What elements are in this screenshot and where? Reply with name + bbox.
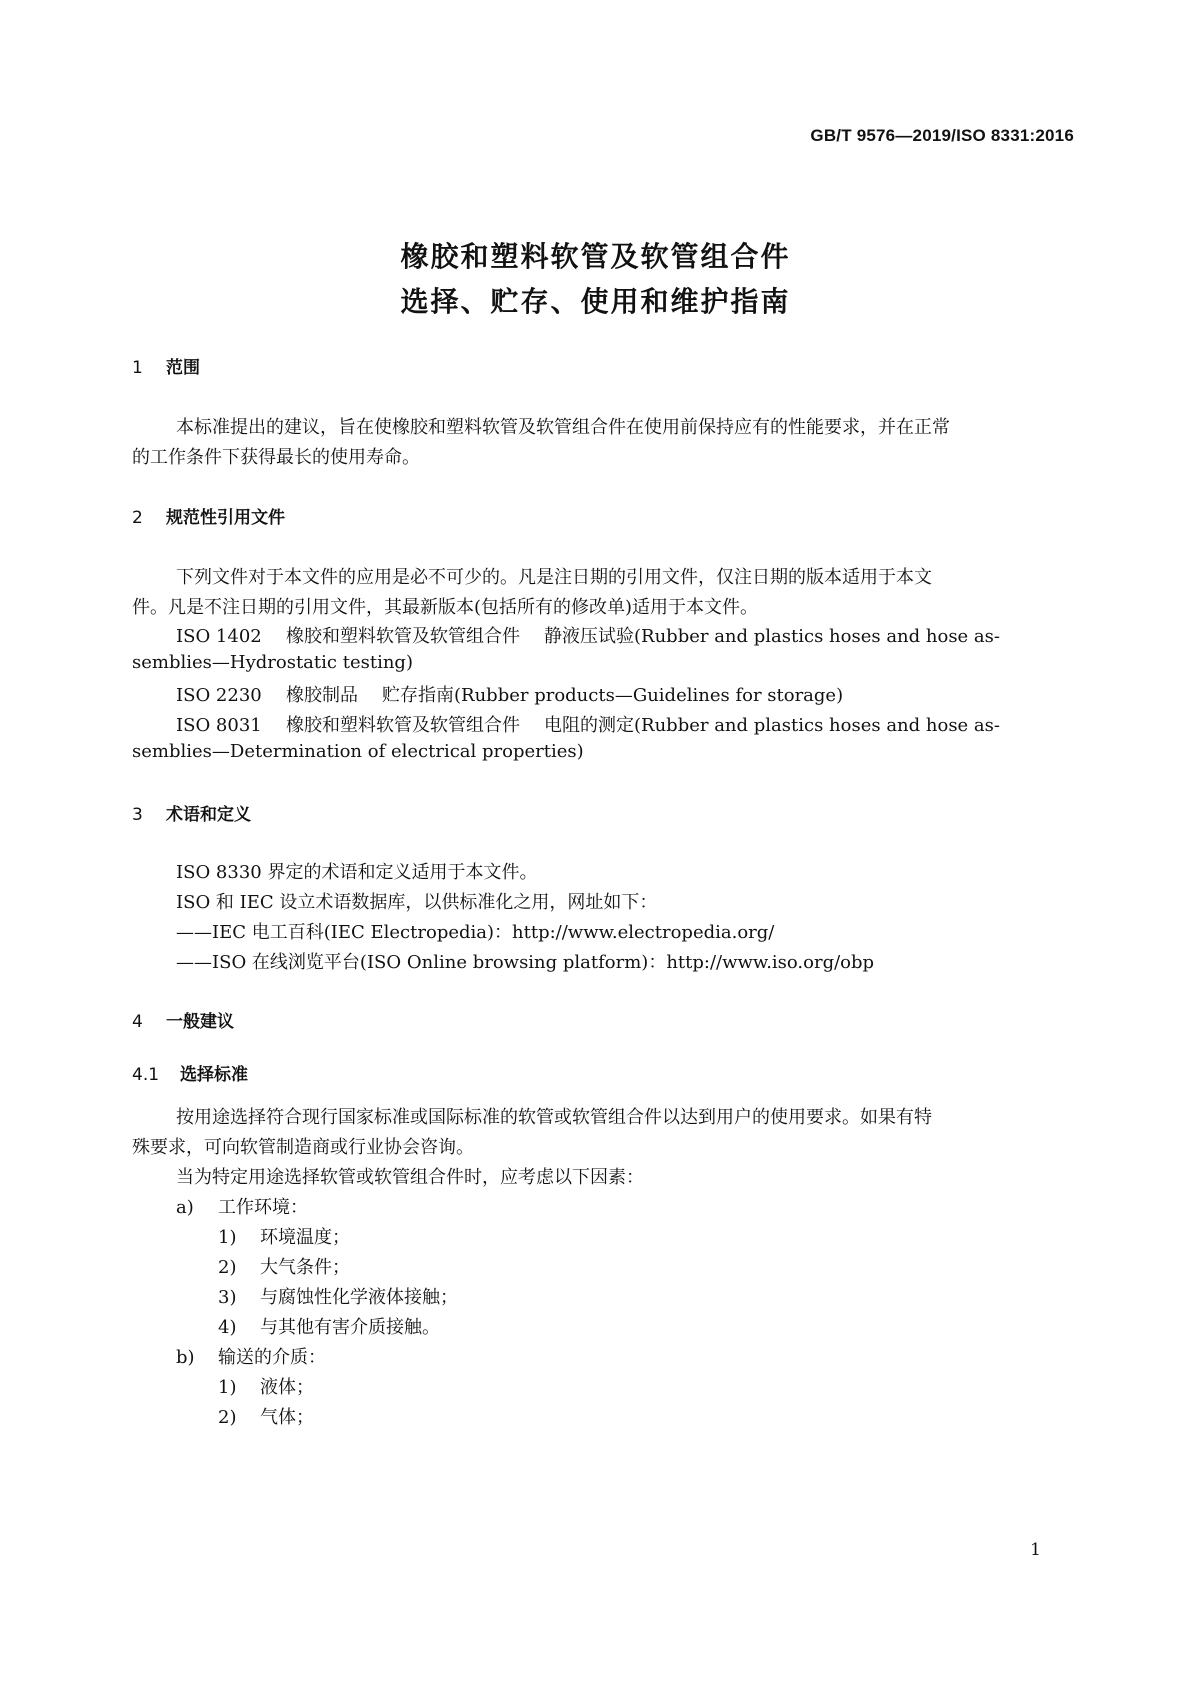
terms-line1: ISO 8330 界定的术语和定义适用于本文件。 <box>176 862 538 883</box>
section-heading-scope <box>132 353 200 378</box>
section-number: 2 <box>132 508 143 528</box>
sub-list-item <box>218 1283 458 1309</box>
page-number: 1 <box>1030 1540 1041 1560</box>
list-label: 气体； <box>260 1407 314 1428</box>
list-label: 输送的介质： <box>218 1347 326 1368</box>
list-marker: a) <box>176 1197 194 1218</box>
reference-title: 橡胶和塑料软管及软管组合件 <box>286 626 520 647</box>
list-item <box>176 1343 326 1369</box>
list-marker: 1) <box>218 1377 237 1398</box>
terms-line2: ISO 和 IEC 设立术语数据库，以供标准化之用，网址如下： <box>176 892 658 913</box>
sub-list-item <box>218 1403 314 1429</box>
sub-list-item <box>218 1373 314 1399</box>
reference-continuation: semblies—Hydrostatic testing) <box>132 652 413 673</box>
sub-list-item <box>218 1253 350 1279</box>
document-title-line2: 选择、贮存、使用和维护指南 <box>400 285 791 318</box>
subsection-number: 4.1 <box>132 1065 160 1085</box>
list-marker: 3) <box>218 1287 237 1308</box>
reference-code: ISO 1402 <box>176 626 262 647</box>
references-paragraph-line1: 下列文件对于本文件的应用是必不可少的。凡是注日期的引用文件，仅注日期的版本适用于本文 <box>176 567 932 588</box>
terms-link-obp: ——ISO 在线浏览平台(ISO Online browsing platform)：http://www.iso.org/obp <box>176 952 875 973</box>
section-title: 术语和定义 <box>166 805 251 825</box>
terms-link-electropedia: ——IEC 电工百科(IEC Electropedia)：http://www.electropedia.org/ <box>176 922 775 943</box>
section-number: 1 <box>132 358 143 378</box>
list-label: 与腐蚀性化学液体接触； <box>260 1287 458 1308</box>
scope-paragraph-line1: 本标准提出的建议，旨在使橡胶和塑料软管及软管组合件在使用前保持应有的性能要求，并在正常 <box>176 417 950 438</box>
section-heading-normative-references <box>132 503 285 528</box>
section-heading-terms <box>132 800 251 825</box>
references-paragraph-line2: 件。凡是不注日期的引用文件，其最新版本(包括所有的修改单)适用于本文件。 <box>132 597 759 618</box>
list-marker: 2) <box>218 1257 237 1278</box>
factors-intro: 当为特定用途选择软管或软管组合件时，应考虑以下因素： <box>176 1167 644 1188</box>
standard-code: GB/T 9576—2019/ISO 8331:2016 <box>810 126 1074 145</box>
subsection-heading-selection-criteria <box>132 1060 248 1085</box>
section-number: 4 <box>132 1012 143 1032</box>
list-marker: 2) <box>218 1407 237 1428</box>
section-title: 范围 <box>166 358 200 378</box>
reference-title: 橡胶制品 <box>286 685 358 706</box>
reference-item <box>176 622 1000 648</box>
list-label: 液体； <box>260 1377 314 1398</box>
section-heading-general-recommendations <box>132 1007 234 1032</box>
reference-item <box>176 681 843 707</box>
reference-description: 电阻的测定(Rubber and plastics hoses and hose as- <box>544 715 1000 736</box>
section-title: 一般建议 <box>166 1012 234 1032</box>
list-label: 环境温度； <box>260 1227 350 1248</box>
list-marker: 1) <box>218 1227 237 1248</box>
scope-paragraph-line2: 的工作条件下获得最长的使用寿命。 <box>132 447 420 468</box>
reference-item <box>176 711 1000 737</box>
list-label: 大气条件； <box>260 1257 350 1278</box>
list-marker: 4) <box>218 1317 237 1338</box>
reference-code: ISO 2230 <box>176 685 262 706</box>
list-item <box>176 1193 308 1219</box>
list-marker: b) <box>176 1347 195 1368</box>
sub-list-item <box>218 1223 350 1249</box>
list-label: 工作环境： <box>218 1197 308 1218</box>
selection-paragraph-line1: 按用途选择符合现行国家标准或国际标准的软管或软管组合件以达到用户的使用要求。如果有特 <box>176 1107 932 1128</box>
reference-description: 静液压试验(Rubber and plastics hoses and hose as- <box>544 626 1000 647</box>
sub-list-item <box>218 1313 440 1339</box>
document-title-line1: 橡胶和塑料软管及软管组合件 <box>400 240 791 273</box>
section-title: 规范性引用文件 <box>166 508 285 528</box>
reference-code: ISO 8031 <box>176 715 262 736</box>
selection-paragraph-line2: 殊要求，可向软管制造商或行业协会咨询。 <box>132 1137 474 1158</box>
reference-description: 贮存指南(Rubber products—Guidelines for storage) <box>382 685 844 706</box>
section-number: 3 <box>132 805 143 825</box>
subsection-title: 选择标准 <box>180 1065 248 1085</box>
reference-title: 橡胶和塑料软管及软管组合件 <box>286 715 520 736</box>
list-label: 与其他有害介质接触。 <box>260 1317 440 1338</box>
reference-continuation: semblies—Determination of electrical properties) <box>132 741 584 762</box>
